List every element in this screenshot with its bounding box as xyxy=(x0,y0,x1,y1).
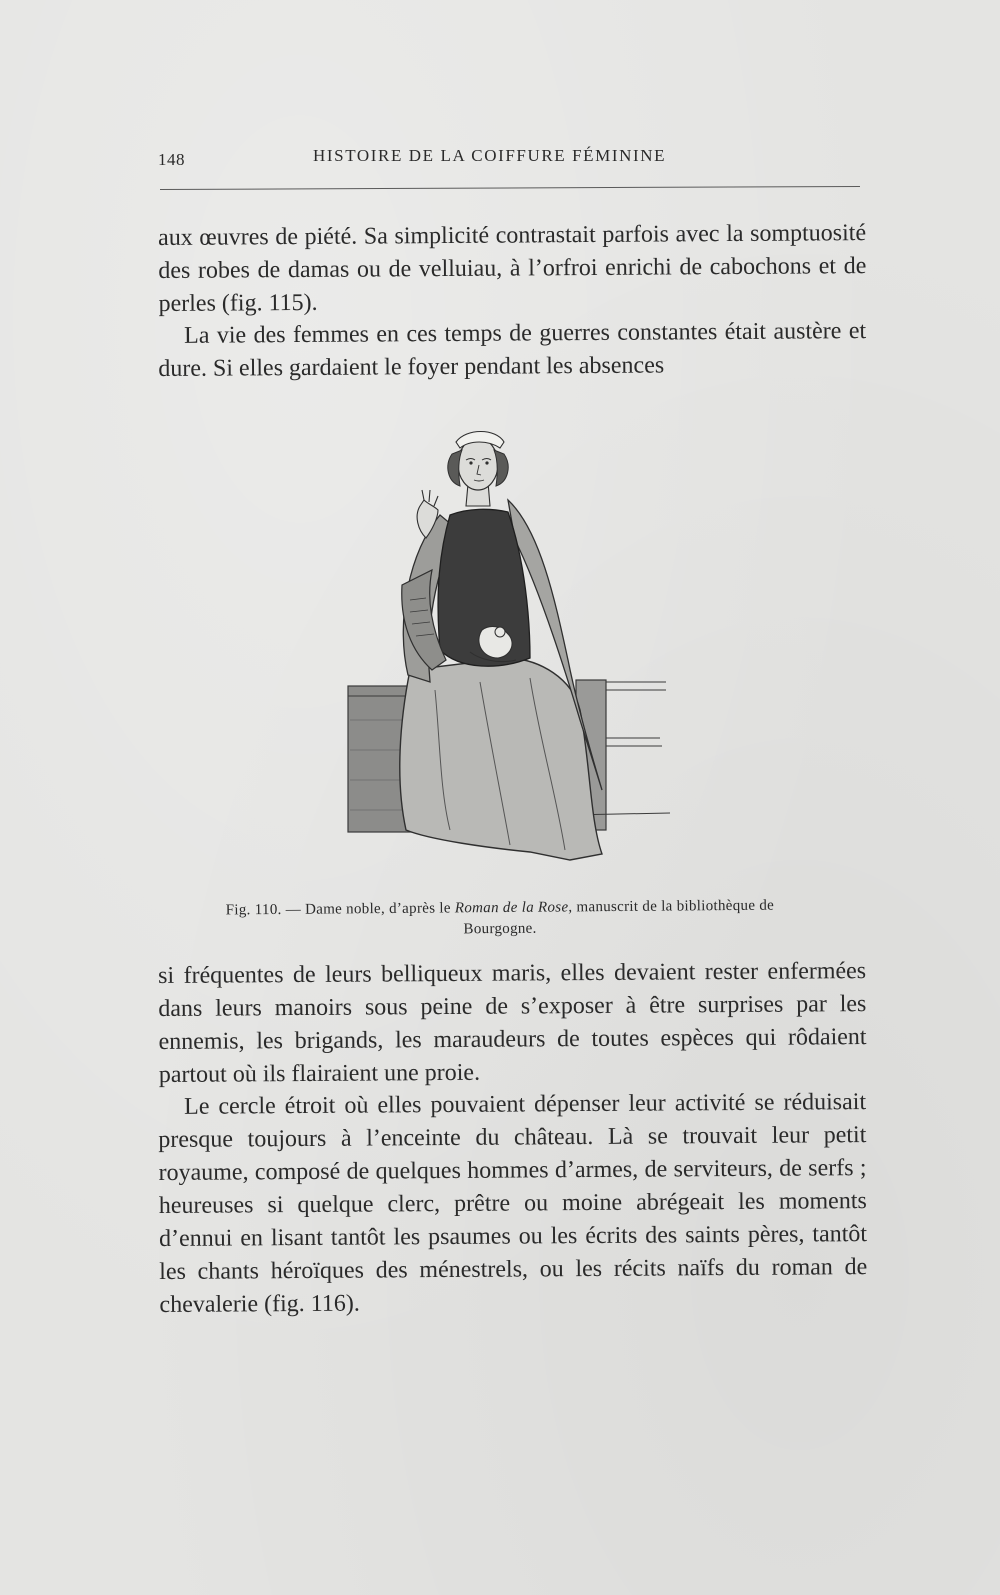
figure-caption xyxy=(220,896,780,943)
page-header xyxy=(158,146,858,176)
header-rule xyxy=(160,186,860,190)
paragraph-continuation: aux œuvres de piété. Sa simplicité contrastait parfois avec la somptuosité des robes de damas ou de velluiau, à l’orfroi enrichi de cabochons et de perles (fig. 115). xyxy=(158,220,867,317)
paragraph-castle: Le cercle étroit où elles pouvaient dépenser leur activité se réduisait presque toujours à l’enceinte du château. Là se trouvait leur petit royaume, composé de quelques hommes d’armes, de serviteurs, de serfs ; heureuses si quelque clerc, prêtre ou moine abrégeait les moments d’ennui en lisant tantôt les psaumes ou les écrits des saints pères, tantôt les chants héroïques des ménestrels, ou les récits naïfs du roman de chevalerie (fig. 116). xyxy=(158,1089,868,1318)
caption-work-title: Roman de la Rose, xyxy=(454,899,573,917)
noble-lady-engraving xyxy=(340,420,680,880)
paragraph-absences: si fréquentes de leurs belliqueux maris, elles devaient rester enfermées dans leurs manoirs sous peine de s’exposer à être surprises par les ennemis, les brigands, les maraudeurs de toutes espèces qui rôdaient partout où ils flairaient une proie. xyxy=(158,958,867,1088)
caption-text-after: manuscrit de la bibliothèque de Bourgogne. xyxy=(463,897,775,938)
figure-illustration xyxy=(340,420,680,880)
caption-label: Fig. 110. — xyxy=(225,901,302,919)
page-number: 148 xyxy=(158,150,185,169)
running-title: HISTOIRE DE LA COIFFURE FÉMININE xyxy=(313,146,667,165)
caption-text-before: Dame noble, d’après le xyxy=(304,900,451,918)
paragraph-life-of-women: La vie des femmes en ces temps de guerres constantes était austère et dure. Si elles gardaient le foyer pendant les absences xyxy=(158,318,867,382)
